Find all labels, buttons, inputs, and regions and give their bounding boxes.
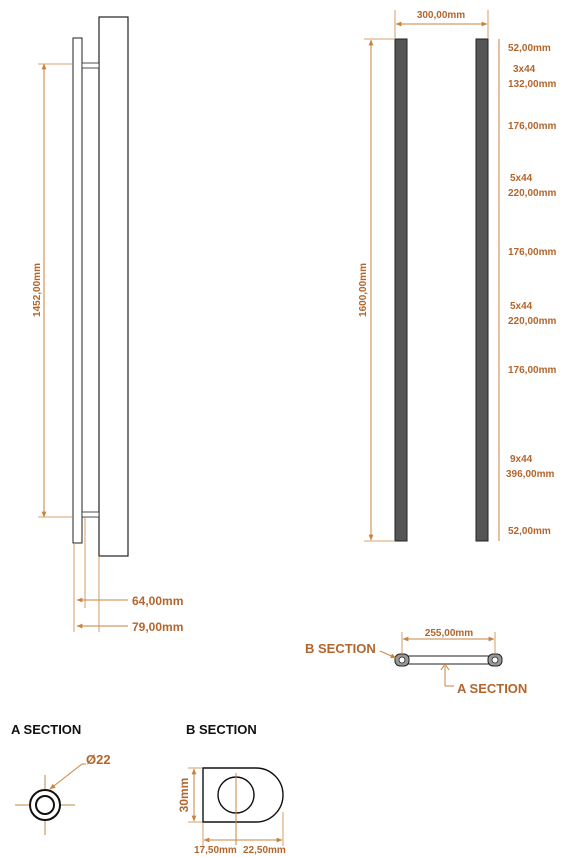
depth-inner-label: 64,00mm bbox=[132, 594, 184, 608]
side-view bbox=[32, 17, 183, 634]
segment-4-size: 220,00mm bbox=[508, 188, 557, 199]
b-section-callout: B SECTION bbox=[305, 641, 376, 656]
segment-6-size: 220,00mm bbox=[508, 316, 557, 327]
segment-8-size: 396,00mm bbox=[506, 469, 555, 480]
a-section-inner-bore bbox=[36, 796, 54, 814]
segment-1-size: 52,00mm bbox=[508, 43, 551, 54]
a-section-diameter: Ø22 bbox=[86, 752, 111, 767]
a-section-callout: A SECTION bbox=[457, 681, 528, 696]
top-wall-bracket bbox=[82, 63, 99, 68]
segment-6-count: 5x44 bbox=[510, 301, 533, 312]
segment-2-count: 3x44 bbox=[513, 64, 536, 75]
front-height-label: 1600,00mm bbox=[358, 263, 369, 317]
segment-2-size: 132,00mm bbox=[508, 79, 557, 90]
brick-wall bbox=[99, 17, 128, 556]
front-width-label: 300,00mm bbox=[416, 10, 466, 21]
a-section-title: A SECTION bbox=[11, 722, 82, 737]
segment-5-size: 176,00mm bbox=[508, 247, 557, 258]
top-width-label: 255,00mm bbox=[424, 628, 474, 639]
b-section-left-size: 17,50mm bbox=[194, 845, 237, 856]
segment-8-count: 9x44 bbox=[510, 454, 533, 465]
segment-4-count: 5x44 bbox=[510, 173, 533, 184]
left-rail bbox=[395, 39, 407, 541]
b-section-leader bbox=[380, 651, 396, 658]
top-view bbox=[305, 628, 527, 696]
side-height-label: 1452,00mm bbox=[32, 263, 43, 317]
depth-outer-label: 79,00mm bbox=[132, 620, 184, 634]
right-rail bbox=[476, 39, 488, 541]
b-section-title: B SECTION bbox=[186, 722, 257, 737]
segment-3-size: 176,00mm bbox=[508, 121, 557, 132]
front-view bbox=[358, 10, 556, 541]
bottom-wall-bracket bbox=[82, 512, 99, 517]
top-view-bar bbox=[403, 656, 495, 664]
diameter-leader bbox=[50, 764, 82, 789]
b-section-right-size: 22,50mm bbox=[243, 845, 286, 856]
segment-9-size: 52,00mm bbox=[508, 526, 551, 537]
side-rail bbox=[73, 38, 82, 543]
b-section-height: 30mm bbox=[177, 777, 191, 813]
segment-7-size: 176,00mm bbox=[508, 365, 557, 376]
a-section-detail bbox=[11, 722, 111, 835]
b-section-detail bbox=[177, 722, 286, 856]
